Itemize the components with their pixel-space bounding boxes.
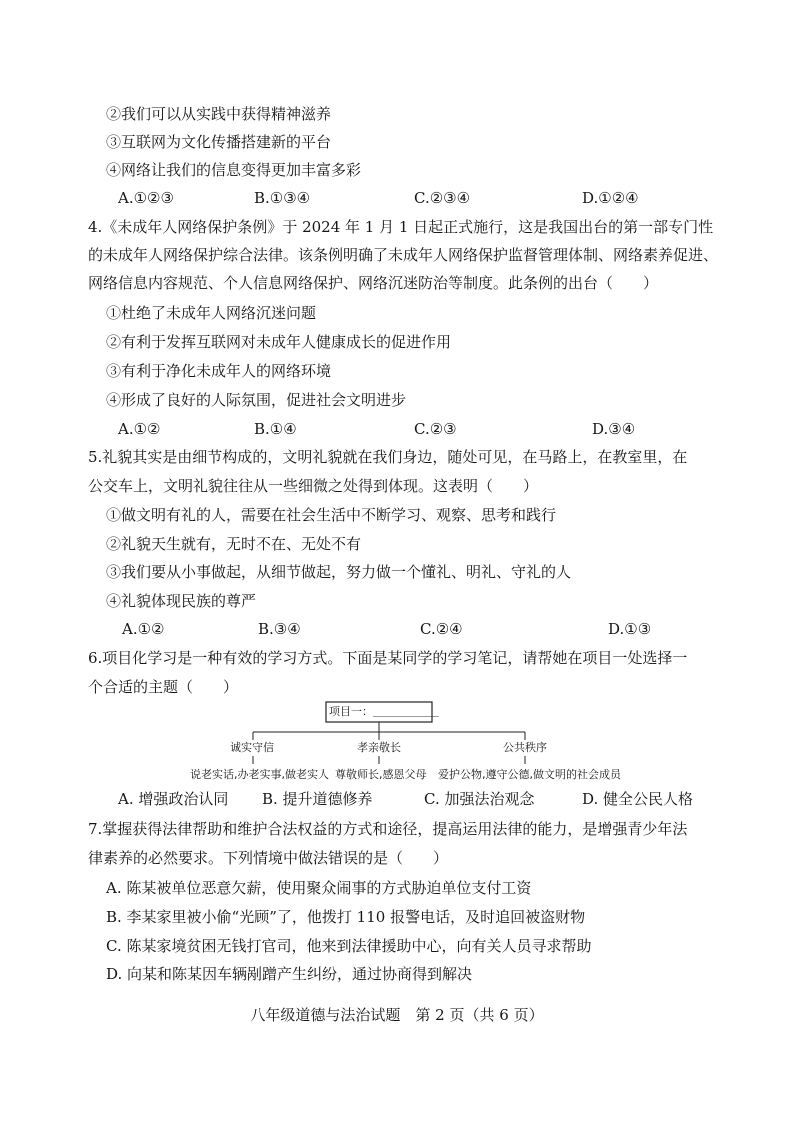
project-diagram xyxy=(180,700,620,786)
q3-item-4: ④网络让我们的信息变得更加丰富多彩 xyxy=(106,161,362,179)
diagram-branch-1-label: 诚实守信 xyxy=(230,741,274,754)
q3-item-2: ②我们可以从实践中获得精神滋养 xyxy=(106,105,332,123)
q5-option-b: B.③④ xyxy=(258,620,301,638)
q5-stem-line-2: 公交车上，文明礼貌往往从一些细微之处得到体现。这表明（ ） xyxy=(88,477,539,495)
page-footer: 八年级道德与法治试题 第 2 页（共 6 页） xyxy=(250,1006,544,1024)
q6-option-d: D. 健全公民人格 xyxy=(582,790,694,808)
q4-item-4: ④形成了良好的人际氛围，促进社会文明进步 xyxy=(106,391,407,409)
q6-stem-line-2: 个合适的主题（ ） xyxy=(88,678,239,696)
q4-item-3: ③有利于净化未成年人的网络环境 xyxy=(106,362,332,380)
q5-item-3: ③我们要从小事做起，从细节做起，努力做一个懂礼、明礼、守礼的人 xyxy=(106,563,572,581)
q4-option-b: B.①④ xyxy=(254,420,297,438)
q6-stem-line-1: 6.项目化学习是一种有效的学习方式。下面是某同学的学习笔记，请帮她在项目一处选择一 xyxy=(88,649,688,667)
q6-options xyxy=(0,789,794,811)
q3-item-3: ③互联网为文化传播搭建新的平台 xyxy=(106,133,332,151)
q4-item-1: ①杜绝了未成年人网络沉迷问题 xyxy=(106,304,317,322)
q5-option-c: C.②④ xyxy=(420,620,463,638)
diagram-branch-2-label: 孝亲敬长 xyxy=(357,741,401,754)
q5-options xyxy=(0,619,794,641)
diagram-root-label: 项目一：＿＿＿＿＿＿ xyxy=(329,705,439,718)
q5-item-2: ②礼貌天生就有，无时不在、无处不有 xyxy=(106,535,362,553)
q3-option-c: C.②③④ xyxy=(414,189,471,207)
q3-option-a: A.①②③ xyxy=(118,189,174,207)
q4-stem-line-1: 4.《未成年人网络保护条例》于 2024 年 1 月 1 日起正式施行，这是我国出台的第一部专门性 xyxy=(88,218,714,236)
diagram-branch-1-detail: 说老实话,办老实事,做老实人 xyxy=(190,768,329,781)
q6-option-c: C. 加强法治观念 xyxy=(424,790,535,808)
q7-option-a: A. 陈某被单位恶意欠薪，使用聚众闹事的方式胁迫单位支付工资 xyxy=(106,879,532,897)
q7-option-c: C. 陈某家境贫困无钱打官司，他来到法律援助中心，向有关人员寻求帮助 xyxy=(106,937,592,955)
q7-option-b: B. 李某家里被小偷“光顾”了，他拨打 110 报警电话，及时追回被盗财物 xyxy=(106,908,586,926)
q5-item-4: ④礼貌体现民族的尊严 xyxy=(106,592,257,610)
q5-item-1: ①做文明有礼的人，需要在社会生活中不断学习、观察、思考和践行 xyxy=(106,506,557,524)
diagram-branch-3-label: 公共秩序 xyxy=(503,741,547,754)
q4-option-d: D.③④ xyxy=(592,420,636,438)
q5-stem-line-1: 5.礼貌其实是由细节构成的，文明礼貌就在我们身边，随处可见，在马路上，在教室里，在 xyxy=(88,448,688,466)
q5-option-d: D.①③ xyxy=(608,620,652,638)
q4-option-a: A.①② xyxy=(118,420,161,438)
q3-option-b: B.①③④ xyxy=(254,189,311,207)
q4-stem-line-2: 的未成年人网络保护综合法律。该条例明确了未成年人网络保护监督管理体制、网络素养促进、 xyxy=(88,246,719,264)
q7-option-d: D. 向某和陈某因车辆剐蹭产生纠纷，通过协商得到解决 xyxy=(106,965,473,983)
q3-option-d: D.①②④ xyxy=(582,189,639,207)
q4-option-c: C.②③ xyxy=(414,420,457,438)
q3-options xyxy=(0,188,794,210)
q5-option-a: A.①② xyxy=(122,620,165,638)
diagram-branch-3-detail: 爱护公物,遵守公德,做文明的社会成员 xyxy=(438,768,621,781)
q7-stem-line-2: 律素养的必然要求。下列情境中做法错误的是（ ） xyxy=(88,849,449,867)
q4-options xyxy=(0,419,794,441)
diagram-branch-2-detail: 尊敬师长,感恩父母 xyxy=(335,768,427,781)
q6-option-b: B. 提升道德修养 xyxy=(262,790,373,808)
q4-stem-line-3: 网络信息内容规范、个人信息网络保护、网络沉迷防治等制度。此条例的出台（ ） xyxy=(88,274,659,292)
q4-item-2: ②有利于发挥互联网对未成年人健康成长的促进作用 xyxy=(106,333,452,351)
q7-stem-line-1: 7.掌握获得法律帮助和维护合法权益的方式和途径，提高运用法律的能力，是增强青少年法 xyxy=(88,820,688,838)
q6-option-a: A. 增强政治认同 xyxy=(118,790,229,808)
